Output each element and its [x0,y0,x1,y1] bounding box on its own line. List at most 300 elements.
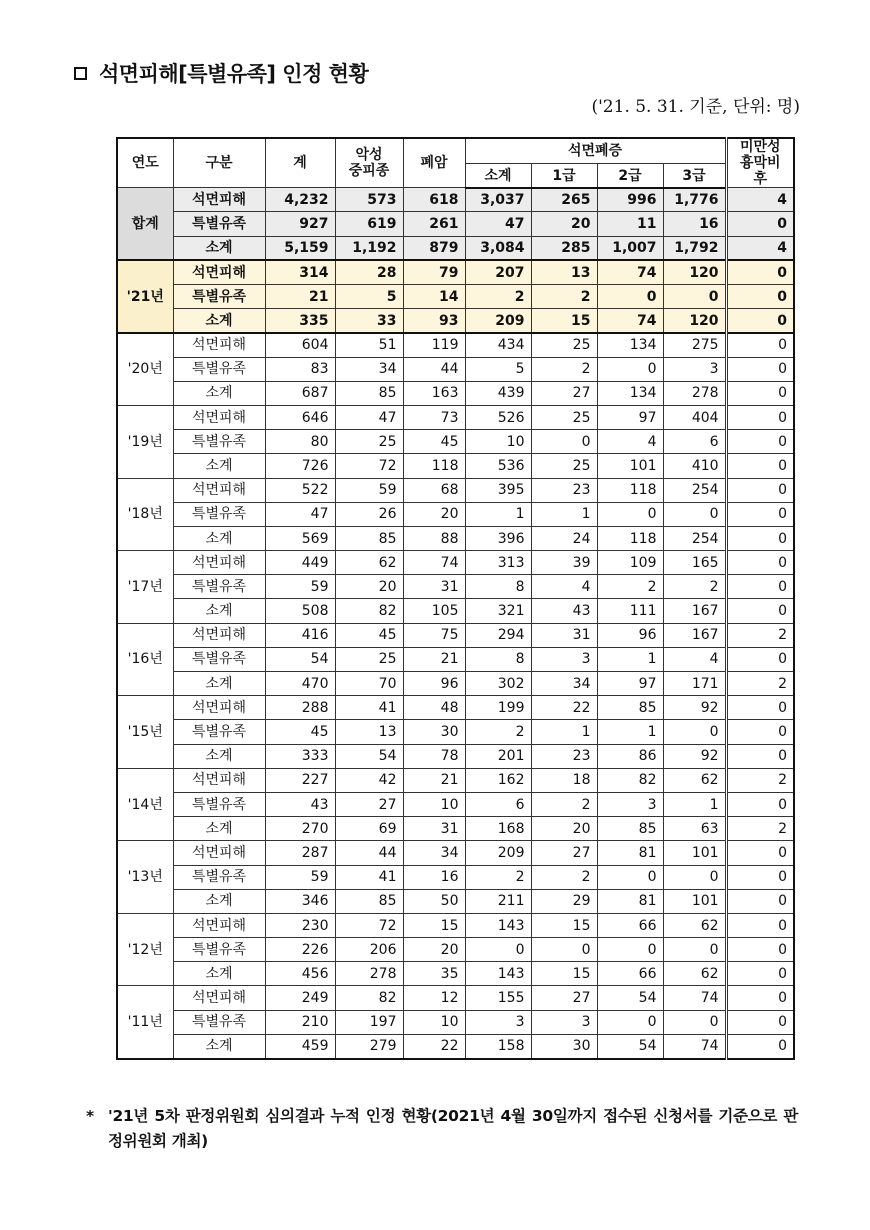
category-cell: 석면피해 [173,188,265,212]
value-cell: 20 [335,575,403,599]
value-cell: 0 [663,502,726,526]
header-asbestosis-grade1: 1급 [531,164,597,188]
value-cell: 313 [465,551,531,575]
category-cell: 특별유족 [173,865,265,889]
value-cell: 0 [726,551,794,575]
value-cell: 82 [335,599,403,623]
value-cell: 0 [597,285,663,309]
value-cell: 105 [403,599,465,623]
value-cell: 508 [265,599,335,623]
footnote-marker: * [86,1107,94,1125]
value-cell: 0 [726,938,794,962]
value-cell: 206 [335,938,403,962]
category-cell: 특별유족 [173,647,265,671]
value-cell: 167 [663,623,726,647]
category-cell: 소계 [173,1034,265,1058]
value-cell: 20 [531,817,597,841]
category-cell: 석면피해 [173,841,265,865]
value-cell: 162 [465,768,531,792]
table-row [117,599,794,623]
value-cell: 646 [265,405,335,429]
value-cell: 80 [265,430,335,454]
value-cell: 48 [403,696,465,720]
year-cell: 합계 [117,188,173,261]
value-cell: 42 [335,768,403,792]
value-cell: 45 [335,623,403,647]
table-header [117,138,794,188]
value-cell: 199 [465,696,531,720]
page-title [74,58,368,88]
table-row [117,405,794,429]
value-cell: 0 [726,430,794,454]
year-cell: '19년 [117,405,173,478]
value-cell: 287 [265,841,335,865]
header-total: 계 [265,138,335,188]
value-cell: 1,776 [663,188,726,212]
header-asbestosis-subtotal: 소계 [465,164,531,188]
table-row [117,913,794,937]
category-cell: 특별유족 [173,285,265,309]
value-cell: 74 [663,986,726,1010]
value-cell: 0 [726,285,794,309]
value-cell: 1 [663,792,726,816]
value-cell: 404 [663,405,726,429]
value-cell: 4 [726,236,794,260]
value-cell: 62 [663,962,726,986]
value-cell: 226 [265,938,335,962]
table-row [117,768,794,792]
table-row [117,526,794,550]
value-cell: 12 [403,986,465,1010]
value-cell: 1 [465,502,531,526]
category-cell: 석면피해 [173,333,265,357]
value-cell: 0 [726,478,794,502]
value-cell: 118 [597,478,663,502]
value-cell: 92 [663,696,726,720]
value-cell: 207 [465,260,531,284]
table-row [117,938,794,962]
value-cell: 470 [265,672,335,696]
value-cell: 459 [265,1034,335,1058]
category-cell: 소계 [173,381,265,405]
value-cell: 314 [265,260,335,284]
value-cell: 82 [597,768,663,792]
value-cell: 522 [265,478,335,502]
value-cell: 23 [531,478,597,502]
value-cell: 0 [726,575,794,599]
table-row [117,1010,794,1034]
value-cell: 97 [597,405,663,429]
table-row [117,430,794,454]
value-cell: 410 [663,454,726,478]
value-cell: 10 [465,430,531,454]
value-cell: 28 [335,260,403,284]
category-cell: 특별유족 [173,575,265,599]
value-cell: 395 [465,478,531,502]
table-row [117,236,794,260]
value-cell: 0 [726,696,794,720]
value-cell: 0 [726,333,794,357]
value-cell: 14 [403,285,465,309]
category-cell: 석면피해 [173,478,265,502]
category-cell: 특별유족 [173,938,265,962]
value-cell: 75 [403,623,465,647]
table-row [117,212,794,236]
value-cell: 211 [465,889,531,913]
table-row [117,260,794,284]
value-cell: 254 [663,478,726,502]
value-cell: 6 [465,792,531,816]
value-cell: 285 [531,236,597,260]
table-row [117,502,794,526]
value-cell: 54 [335,744,403,768]
value-cell: 118 [403,454,465,478]
value-cell: 163 [403,381,465,405]
category-cell: 소계 [173,817,265,841]
value-cell: 201 [465,744,531,768]
value-cell: 434 [465,333,531,357]
value-cell: 31 [531,623,597,647]
table-row [117,744,794,768]
value-cell: 0 [663,938,726,962]
value-cell: 0 [465,938,531,962]
table-row [117,357,794,381]
value-cell: 35 [403,962,465,986]
value-cell: 4 [726,188,794,212]
value-cell: 13 [335,720,403,744]
value-cell: 2 [531,865,597,889]
value-cell: 43 [265,792,335,816]
value-cell: 8 [465,647,531,671]
value-cell: 27 [531,381,597,405]
value-cell: 996 [597,188,663,212]
table-row [117,551,794,575]
value-cell: 279 [335,1034,403,1058]
category-cell: 특별유족 [173,1010,265,1034]
value-cell: 3 [663,357,726,381]
value-cell: 111 [597,599,663,623]
value-cell: 197 [335,1010,403,1034]
value-cell: 333 [265,744,335,768]
value-cell: 396 [465,526,531,550]
value-cell: 120 [663,309,726,333]
value-cell: 687 [265,381,335,405]
year-cell: '18년 [117,478,173,551]
value-cell: 59 [265,865,335,889]
value-cell: 335 [265,309,335,333]
category-cell: 석면피해 [173,768,265,792]
value-cell: 54 [265,647,335,671]
value-cell: 3,037 [465,188,531,212]
value-cell: 270 [265,817,335,841]
table-row [117,889,794,913]
value-cell: 16 [663,212,726,236]
value-cell: 3 [465,1010,531,1034]
header-year: 연도 [117,138,173,188]
value-cell: 39 [531,551,597,575]
value-cell: 41 [335,696,403,720]
table-row [117,817,794,841]
footnote [86,1104,798,1154]
table-row [117,647,794,671]
header-lung-cancer: 폐암 [403,138,465,188]
category-cell: 특별유족 [173,792,265,816]
value-cell: 25 [531,333,597,357]
category-cell: 석면피해 [173,260,265,284]
value-cell: 5 [465,357,531,381]
value-cell: 0 [597,1010,663,1034]
value-cell: 78 [403,744,465,768]
value-cell: 20 [403,502,465,526]
value-cell: 15 [403,913,465,937]
value-cell: 101 [663,889,726,913]
value-cell: 134 [597,381,663,405]
value-cell: 25 [531,454,597,478]
table-row [117,1034,794,1058]
value-cell: 73 [403,405,465,429]
value-cell: 2 [465,285,531,309]
value-cell: 10 [403,1010,465,1034]
value-cell: 1 [597,647,663,671]
value-cell: 618 [403,188,465,212]
value-cell: 27 [335,792,403,816]
value-cell: 456 [265,962,335,986]
value-cell: 85 [597,696,663,720]
value-cell: 15 [531,309,597,333]
value-cell: 74 [403,551,465,575]
category-cell: 석면피해 [173,405,265,429]
value-cell: 5,159 [265,236,335,260]
value-cell: 0 [531,938,597,962]
value-cell: 569 [265,526,335,550]
value-cell: 155 [465,986,531,1010]
value-cell: 158 [465,1034,531,1058]
value-cell: 0 [663,865,726,889]
value-cell: 85 [597,817,663,841]
category-cell: 석면피해 [173,913,265,937]
value-cell: 41 [335,865,403,889]
category-cell: 소계 [173,962,265,986]
value-cell: 0 [726,357,794,381]
value-cell: 30 [531,1034,597,1058]
value-cell: 167 [663,599,726,623]
value-cell: 21 [403,768,465,792]
value-cell: 74 [663,1034,726,1058]
value-cell: 97 [597,672,663,696]
value-cell: 573 [335,188,403,212]
value-cell: 44 [403,357,465,381]
value-cell: 24 [531,526,597,550]
category-cell: 특별유족 [173,212,265,236]
value-cell: 0 [726,841,794,865]
value-cell: 74 [597,309,663,333]
value-cell: 0 [663,1010,726,1034]
basis-date-unit: ('21. 5. 31. 기준, 단위: 명) [591,97,800,117]
value-cell: 0 [726,526,794,550]
value-cell: 45 [403,430,465,454]
table-row [117,672,794,696]
value-cell: 416 [265,623,335,647]
value-cell: 66 [597,913,663,937]
value-cell: 22 [403,1034,465,1058]
value-cell: 726 [265,454,335,478]
table-row [117,309,794,333]
value-cell: 0 [726,599,794,623]
value-cell: 165 [663,551,726,575]
value-cell: 3 [597,792,663,816]
value-cell: 109 [597,551,663,575]
category-cell: 석면피해 [173,696,265,720]
value-cell: 54 [597,986,663,1010]
table-row [117,454,794,478]
value-cell: 85 [335,526,403,550]
value-cell: 11 [597,212,663,236]
value-cell: 96 [403,672,465,696]
value-cell: 0 [726,1010,794,1034]
table-row [117,188,794,212]
checkbox-square-icon [74,67,87,80]
value-cell: 209 [465,841,531,865]
asbestos-recognition-table [116,137,795,1060]
value-cell: 86 [597,744,663,768]
value-cell: 44 [335,841,403,865]
value-cell: 25 [531,405,597,429]
value-cell: 72 [335,454,403,478]
header-malignant-mesothelioma [335,138,403,188]
value-cell: 0 [726,986,794,1010]
value-cell: 85 [335,381,403,405]
value-cell: 439 [465,381,531,405]
value-cell: 230 [265,913,335,937]
value-cell: 0 [663,285,726,309]
value-cell: 261 [403,212,465,236]
value-cell: 2 [531,285,597,309]
category-cell: 특별유족 [173,502,265,526]
value-cell: 92 [663,744,726,768]
value-cell: 34 [335,357,403,381]
value-cell: 59 [335,478,403,502]
value-cell: 101 [597,454,663,478]
value-cell: 2 [726,672,794,696]
value-cell: 21 [403,647,465,671]
value-cell: 34 [531,672,597,696]
value-cell: 25 [335,430,403,454]
header-asbestosis-grade3: 3급 [663,164,726,188]
category-cell: 소계 [173,454,265,478]
category-cell: 소계 [173,672,265,696]
header-pleural-text: 미만성 흉막비후 [740,139,781,188]
table-row [117,720,794,744]
value-cell: 294 [465,623,531,647]
table-row [117,986,794,1010]
table-row [117,962,794,986]
value-cell: 0 [726,720,794,744]
value-cell: 0 [726,309,794,333]
value-cell: 74 [597,260,663,284]
value-cell: 101 [663,841,726,865]
table-body [117,188,794,1059]
value-cell: 50 [403,889,465,913]
value-cell: 2 [663,575,726,599]
value-cell: 321 [465,599,531,623]
value-cell: 0 [726,865,794,889]
value-cell: 72 [335,913,403,937]
value-cell: 346 [265,889,335,913]
table-row [117,623,794,647]
value-cell: 85 [335,889,403,913]
value-cell: 15 [531,913,597,937]
table-row [117,792,794,816]
table-row [117,478,794,502]
value-cell: 1 [597,720,663,744]
value-cell: 21 [265,285,335,309]
year-cell: '14년 [117,768,173,841]
header-asbestosis: 석면폐증 [465,138,726,164]
value-cell: 25 [335,647,403,671]
category-cell: 소계 [173,599,265,623]
value-cell: 1,192 [335,236,403,260]
value-cell: 0 [726,381,794,405]
value-cell: 0 [531,430,597,454]
value-cell: 83 [265,357,335,381]
footnote-text: '21년 5차 판정위원회 심의결과 누적 인정 현황(2021년 4월 30일까지 접수된 신청서를 기준으로 판정위원회 개최) [108,1107,798,1150]
value-cell: 0 [726,647,794,671]
header-category: 구분 [173,138,265,188]
value-cell: 47 [335,405,403,429]
value-cell: 81 [597,841,663,865]
page-title-text: 석면피해[특별유족] 인정 현황 [99,62,369,86]
value-cell: 2 [597,575,663,599]
value-cell: 5 [335,285,403,309]
value-cell: 62 [663,768,726,792]
value-cell: 118 [597,526,663,550]
table-row [117,333,794,357]
year-cell: '16년 [117,623,173,696]
value-cell: 1 [531,502,597,526]
value-cell: 120 [663,260,726,284]
value-cell: 62 [663,913,726,937]
header-malignant-text: 악성 중피종 [348,147,390,180]
value-cell: 79 [403,260,465,284]
value-cell: 0 [726,454,794,478]
table-row [117,381,794,405]
value-cell: 2 [726,768,794,792]
value-cell: 143 [465,962,531,986]
value-cell: 0 [597,502,663,526]
year-cell: '20년 [117,333,173,406]
value-cell: 134 [597,333,663,357]
year-cell: '12년 [117,913,173,986]
value-cell: 3 [531,647,597,671]
value-cell: 0 [726,889,794,913]
value-cell: 69 [335,817,403,841]
value-cell: 254 [663,526,726,550]
value-cell: 82 [335,986,403,1010]
value-cell: 879 [403,236,465,260]
year-cell: '13년 [117,841,173,914]
header-asbestosis-grade2: 2급 [597,164,663,188]
category-cell: 소계 [173,309,265,333]
category-cell: 특별유족 [173,430,265,454]
value-cell: 0 [726,260,794,284]
value-cell: 278 [663,381,726,405]
value-cell: 33 [335,309,403,333]
value-cell: 0 [726,1034,794,1058]
value-cell: 265 [531,188,597,212]
value-cell: 302 [465,672,531,696]
value-cell: 4 [663,647,726,671]
value-cell: 3 [531,1010,597,1034]
